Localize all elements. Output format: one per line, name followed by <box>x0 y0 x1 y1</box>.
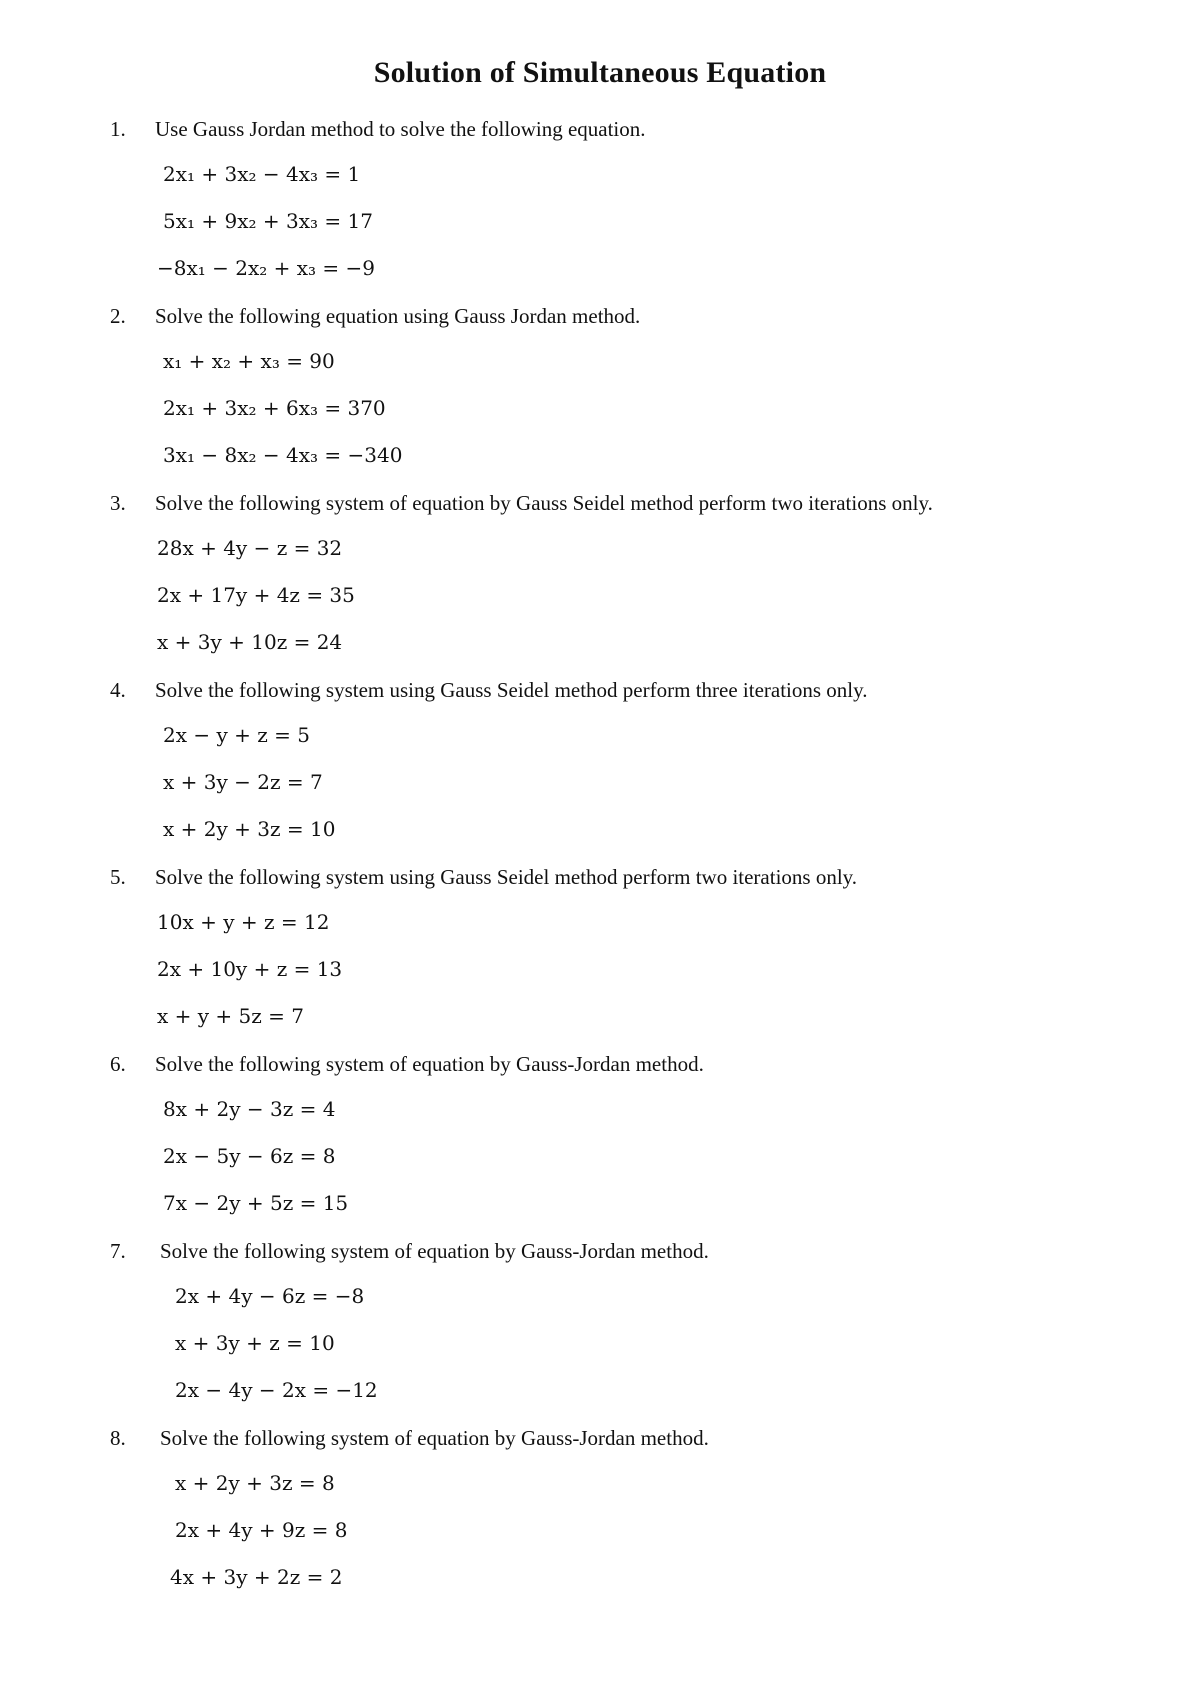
equation: x + 3y − 2z = 7 <box>163 770 323 794</box>
problem-prompt: Solve the following system of equation by Gauss-Jordan method. <box>155 1052 704 1076</box>
equation: x + 2y + 3z = 8 <box>175 1471 335 1495</box>
equation: 2x₁ + 3x₂ + 6x₃ = 370 <box>163 396 386 420</box>
equation: x + y + 5z = 7 <box>157 1004 304 1028</box>
problem-prompt: Use Gauss Jordan method to solve the following equation. <box>155 117 646 141</box>
problem-number: 5. <box>110 865 126 889</box>
equation: 4x + 3y + 2z = 2 <box>170 1565 343 1589</box>
problem-number: 6. <box>110 1052 126 1076</box>
equation: 3x₁ − 8x₂ − 4x₃ = −340 <box>163 443 403 467</box>
equation: 2x − 4y − 2x = −12 <box>175 1378 378 1402</box>
equation: 2x + 10y + z = 13 <box>157 957 343 981</box>
equation: 2x − 5y − 6z = 8 <box>163 1144 336 1168</box>
problem-number: 4. <box>110 678 126 702</box>
equation: 5x₁ + 9x₂ + 3x₃ = 17 <box>163 209 373 233</box>
equation: 2x + 4y − 6z = −8 <box>175 1284 365 1308</box>
equation: x₁ + x₂ + x₃ = 90 <box>163 349 335 373</box>
equation: x + 2y + 3z = 10 <box>163 817 336 841</box>
problem-number: 7. <box>110 1239 126 1263</box>
problem-number: 2. <box>110 304 126 328</box>
problem-prompt: Solve the following system of equation by Gauss-Jordan method. <box>160 1426 709 1450</box>
equation: 8x + 2y − 3z = 4 <box>163 1097 336 1121</box>
equation: x + 3y + z = 10 <box>175 1331 335 1355</box>
problem-prompt: Solve the following equation using Gauss Jordan method. <box>155 304 641 328</box>
problem-number: 1. <box>110 117 126 141</box>
equation: 2x₁ + 3x₂ − 4x₃ = 1 <box>163 162 361 186</box>
equation: −8x₁ − 2x₂ + x₃ = −9 <box>157 256 375 280</box>
equation: x + 3y + 10z = 24 <box>157 630 343 654</box>
equation: 10x + y + z = 12 <box>157 910 330 934</box>
equation: 28x + 4y − z = 32 <box>157 536 343 560</box>
page-title: Solution of Simultaneous Equation <box>373 56 827 89</box>
problem-number: 3. <box>110 491 126 515</box>
problem-prompt: Solve the following system of equation by Gauss-Jordan method. <box>160 1239 709 1263</box>
equation: 7x − 2y + 5z = 15 <box>163 1191 349 1215</box>
equation: 2x − y + z = 5 <box>163 723 310 747</box>
equation: 2x + 4y + 9z = 8 <box>175 1518 348 1542</box>
problem-prompt: Solve the following system using Gauss Seidel method perform two iterations only. <box>155 865 858 889</box>
problem-prompt: Solve the following system using Gauss Seidel method perform three iterations only. <box>155 678 868 702</box>
equation: 2x + 17y + 4z = 35 <box>157 583 355 607</box>
problem-prompt: Solve the following system of equation by Gauss Seidel method perform two iterations only. <box>155 491 933 515</box>
problem-number: 8. <box>110 1426 126 1450</box>
